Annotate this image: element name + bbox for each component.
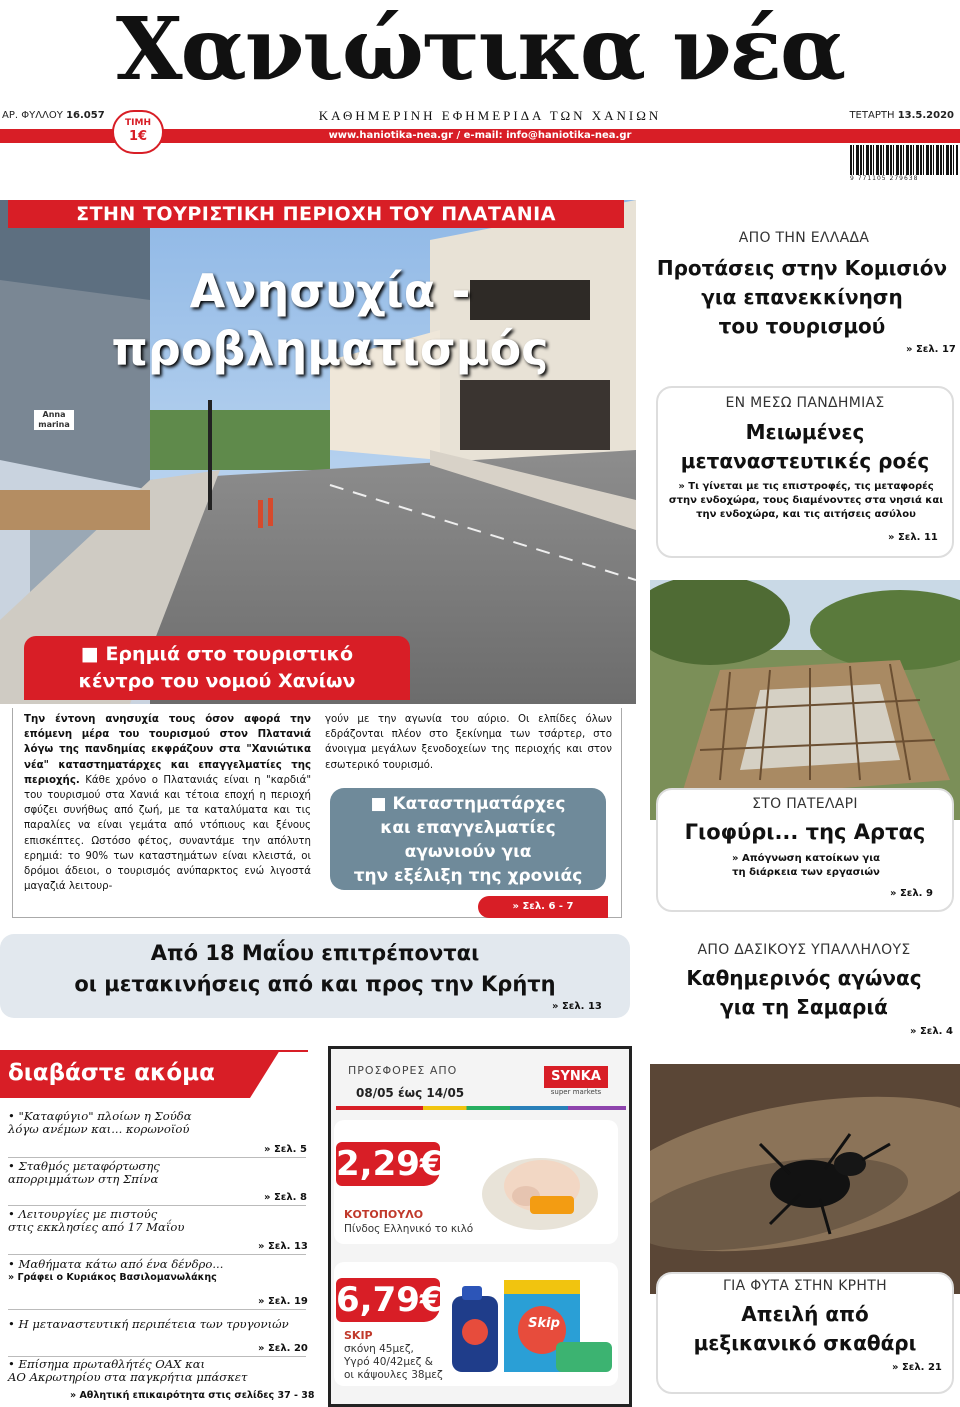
- barcode: 9 771105 279638: [850, 145, 958, 185]
- ad-brand-sub: super markets: [550, 1088, 602, 1096]
- ad-product-2-name: SKIP: [344, 1329, 373, 1342]
- story2-headline: Μειωμένες μεταναστευτικές ροές: [680, 420, 930, 473]
- contact-line[interactable]: www.haniotika-nea.gr / e-mail: info@haniotika-nea.gr: [328, 130, 632, 141]
- list-item[interactable]: • Λειτουργίες με πιστούς στις εκκλησίες από 17 Μαΐου: [8, 1207, 185, 1234]
- ad-color-rule: [336, 1106, 626, 1110]
- travel-headline: Από 18 Μαΐου επιτρέπονται οι μετακινήσεις από και προς την Κρήτη: [74, 941, 556, 996]
- story3-page-ref[interactable]: » Σελ. 9: [890, 888, 933, 899]
- issue-date: ΤΕΤΑΡΤΗ 13.5.2020: [849, 110, 954, 121]
- list-item-ref[interactable]: » Σελ. 13: [258, 1241, 308, 1252]
- construction-illustration: [650, 580, 960, 820]
- list-divider: [8, 1254, 306, 1255]
- issue-number: ΑΡ. ΦΥΛΛΟΥ 16.057: [2, 110, 105, 121]
- list-item-ref[interactable]: » Αθλητική επικαιρότητα στις σελίδες 37 - 38: [70, 1390, 315, 1401]
- list-item-ref[interactable]: » Σελ. 20: [258, 1343, 308, 1354]
- tagline: ΚΑΘΗΜΕΡΙΝΗ ΕΦΗΜΕΡΙΔΑ ΤΩΝ ΧΑΝΙΩΝ: [318, 108, 662, 123]
- story5-headline: Απειλή από μεξικανικό σκαθάρι: [693, 1302, 917, 1355]
- lead-article-col1: Την έντονη ανησυχία τους όσον αφορά την επόμενη μέρα του τουρισμού στον Πλατανιά λόγω της πανδημίας εκφράζουν στα "Χανιώτικα νέα" καταστηματάρχες και επαγγελματίες της περιοχής. Κάθε χρόνο ο Πλατανιάς είναι η "καρδιά" του τουρισμού στα Χανιά και τέτοια εποχή η περιοχή σφύζει συνήθως από ζωή, με τα καταλύματα και τις παραλίες να είναι γεμάτα από ντόπιους και ξένους επισκέπτες. Ωστόσο φέτος, συναντάμε την απόλυτη ερημιά: το 90% των καταστημάτων είναι κλειστά, οι δρόμοι άδειοι, ο τουρισμός ανύπαρκτος ενώ λιγοστά μαγαζιά λειτουρ-: [24, 714, 312, 893]
- ad-price-2: 6,79€: [336, 1280, 444, 1320]
- story3-subhead: » Απόγνωση κατοίκων για τη διάρκεια των εργασιών: [732, 853, 880, 878]
- story2-page-ref[interactable]: » Σελ. 11: [888, 532, 938, 543]
- lead-subheadline: ■ Ερημιά στο τουριστικό κέντρο του νομού Χανίων: [24, 636, 410, 700]
- ad-offers-label: ΠΡΟΣΦΟΡΕΣ ΑΠΟ: [348, 1064, 458, 1077]
- list-item-ref[interactable]: » Σελ. 5: [264, 1144, 307, 1155]
- lead-page-ref[interactable]: » Σελ. 6 - 7: [478, 896, 608, 918]
- newspaper-title: Χανιώτικα νέα: [115, 0, 845, 100]
- travel-page-ref[interactable]: » Σελ. 13: [552, 1001, 602, 1012]
- lead-kicker: ΣΤΗΝ ΤΟΥΡΙΣΤΙΚΗ ΠΕΡΙΟΧΗ ΤΟΥ ΠΛΑΤΑΝΙΑ: [8, 200, 624, 228]
- story2-kicker: ΕΝ ΜΕΣΩ ΠΑΝΔΗΜΙΑΣ: [725, 395, 885, 411]
- story4-page-ref[interactable]: » Σελ. 4: [910, 1026, 953, 1037]
- story4-headline[interactable]: Καθημερινός αγώνας για τη Σαμαριά: [686, 966, 922, 1019]
- list-divider: [8, 1205, 306, 1206]
- story1-headline[interactable]: Προτάσεις στην Κομισιόν για επανεκκίνηση του τουρισμού: [656, 256, 948, 338]
- ad-dates: 08/05 έως 14/05: [356, 1086, 465, 1100]
- list-divider: [8, 1157, 306, 1158]
- list-item-ref[interactable]: » Σελ. 8: [264, 1192, 307, 1203]
- ad-product-1-desc: Πίνδος Ελληνικό το κιλό: [344, 1223, 474, 1235]
- shop-sign: Anna marina: [34, 410, 74, 430]
- story3-headline: Γιοφύρι... της Αρτας: [684, 820, 926, 844]
- list-item[interactable]: • Σταθμός μεταφόρτωσης απορριμμάτων στη Σπίνα: [8, 1159, 160, 1186]
- price-badge: ΤΙΜΗ 1€: [112, 110, 164, 154]
- read-more-title: διαβάστε ακόμα: [0, 1050, 250, 1098]
- ad-product-1-name: ΚΟΤΟΠΟΥΛΟ: [344, 1208, 424, 1221]
- construction-photo[interactable]: [650, 580, 960, 820]
- story5-page-ref[interactable]: » Σελ. 21: [892, 1362, 942, 1373]
- story3-kicker: ΣΤΟ ΠΑΤΕΛΑΡΙ: [752, 796, 858, 812]
- ad-price-1: 2,29€: [336, 1144, 444, 1184]
- beetle-illustration: [650, 1064, 960, 1294]
- lead-callout-box: ■ Καταστηματάρχες και επαγγελματίες αγωνιούν για την εξέλιξη της χρονιάς: [330, 788, 606, 890]
- chicken-image: [480, 1136, 610, 1240]
- lead-headline[interactable]: Ανησυχία - προβληματισμός: [111, 264, 549, 376]
- skip-box-label: Skip: [528, 1316, 560, 1331]
- beetle-photo[interactable]: [650, 1064, 960, 1294]
- list-divider: [8, 1309, 306, 1310]
- lead-article-col2: γούν με την αγωνία του αύριο. Οι ελπίδες όλων εδράζονται πλέον στο ξεκίνημα των τσάρτερ, στο άνοιγμα μεγάλων ξενοδοχείων της περιοχής και στον εσωτερικό τουρισμό.: [325, 714, 612, 771]
- ad-product-2-desc: σκόνη 45μεζ, Υγρό 40/42μεζ & οι κάψουλες 38μεζ: [344, 1343, 443, 1381]
- story2-subhead: » Τι γίνεται με τις επιστροφές, τις μεταφορές στην ενδοχώρα, τους διαμένοντες στα νησιά και την ενδοχώρα, και τις αιτήσεις ασύλου: [668, 481, 944, 520]
- list-item[interactable]: • Μαθήματα κάτω από ένα δένδρο... » Γράφει ο Κυριάκος Βασιλομανωλάκης: [8, 1257, 224, 1283]
- list-item[interactable]: • "Καταφύγιο" πλοίων η Σούδα λόγω ανέμων και... κορωνοϊού: [8, 1109, 192, 1136]
- story4-kicker: ΑΠΟ ΔΑΣΙΚΟΥΣ ΥΠΑΛΛΗΛΟΥΣ: [697, 942, 911, 958]
- ad-brand-logo: SYNKA: [544, 1066, 608, 1088]
- read-more-title-tail: [250, 1050, 280, 1098]
- list-item-ref[interactable]: » Σελ. 19: [258, 1296, 308, 1307]
- story1-page-ref[interactable]: » Σελ. 17: [906, 344, 956, 355]
- barcode-bars: [850, 145, 958, 175]
- list-item[interactable]: • Επίσημα πρωταθλήτές ΟΑΧ και ΑΟ Ακρωτηρίου στα παγκρήτια μπάσκετ: [8, 1357, 248, 1384]
- story1-kicker: ΑΠΟ ΤΗΝ ΕΛΛΑΔΑ: [738, 230, 870, 246]
- list-item[interactable]: • Η μεταναστευτική περιπέτεια των τρυγονιών: [8, 1317, 289, 1331]
- story5-kicker: ΓΙΑ ΦΥΤΑ ΣΤΗΝ ΚΡΗΤΗ: [723, 1278, 887, 1294]
